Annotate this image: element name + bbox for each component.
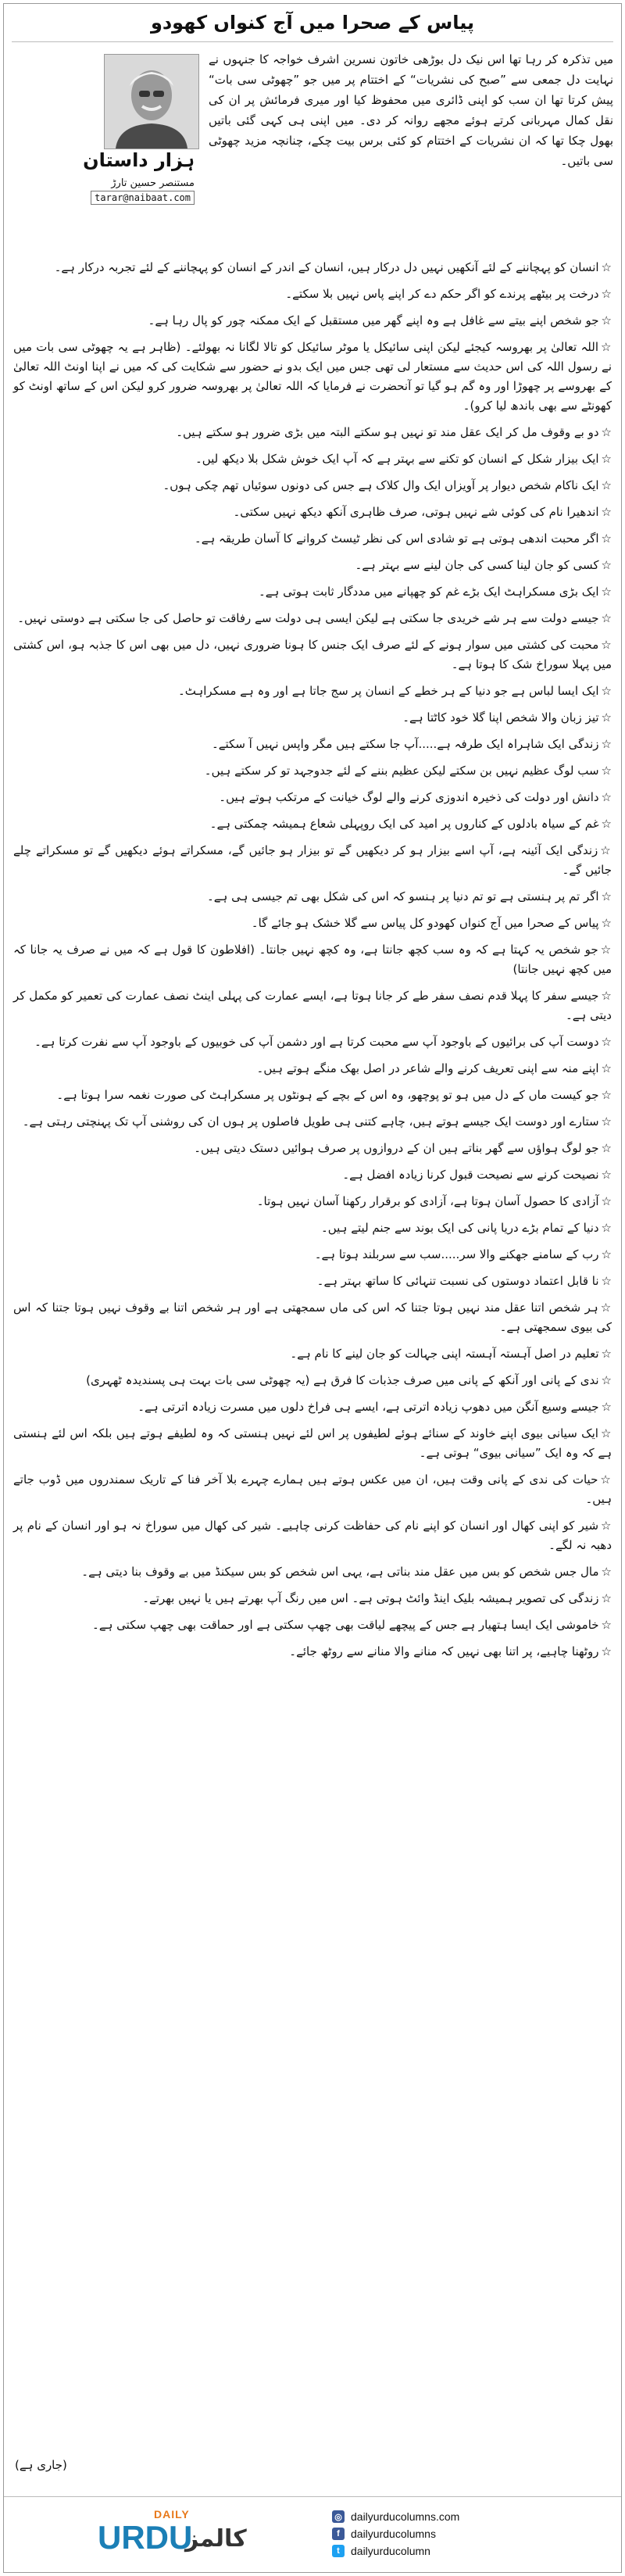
star-bullet-icon: ☆ (601, 558, 612, 572)
star-bullet-icon: ☆ (601, 1114, 612, 1129)
quotes-list (13, 258, 612, 1669)
social-link-label: dailyurducolumn (351, 2545, 430, 2557)
quote-text: شیر کو اپنی کھال اور انسان کو اپنے نام کی حفاظت کرنی چاہیے۔ شیر کی کھال میں سوراخ نہ ہو اور انسان کے نام پر دھبہ نہ لگے۔ (13, 1519, 612, 1552)
quote-text: اللہ تعالیٰ پر بھروسہ کیجئے لیکن اپنی سائیکل یا موٹر سائیکل کو تالا لگانا نہ بھولئے۔ (ظاہر ہے یہ چھوٹی سی بات میں نے رسول اللہ کی اس حدیث سے مستعار لی تھی جس میں ایک بدو نے حضور سے شکایت کی کہ میں نے اپنا اونٹ اللہ تعالیٰ کے بھروسے پر چھوڑا اور وہ گم ہو گیا تو آنحضرت نے فرمایا کہ اللہ تعالیٰ پر بھروسہ ضرور کرو لیکن اس کے ساتھ اونٹ کو کھونٹے سے بھی باندھ لیا کرو)۔ (13, 340, 612, 413)
quote-text: اندھیرا نام کی کوئی شے نہیں ہوتی، صرف ظاہری آنکھ دیکھ نہیں سکتی۔ (233, 505, 599, 519)
quote-item (13, 1112, 612, 1132)
quote-text: تیز زبان والا شخص اپنا گلا خود کاٹتا ہے۔ (402, 710, 599, 724)
star-bullet-icon: ☆ (601, 1519, 612, 1533)
quote-item (13, 338, 612, 416)
star-bullet-icon: ☆ (600, 943, 612, 957)
quote-text: مال جس شخص کو بس میں عقل مند بناتی ہے، یہی اس شخص کو بس سیکنڈ میں بے وقوف بنا دیتی ہے۔ (81, 1565, 599, 1579)
quote-text: خاموشی ایک ایسا ہتھیار ہے جس کے پیچھے لیاقت بھی چھپ سکتی ہے اور حماقت بھی چھپ سکتی ہے۔ (92, 1618, 599, 1632)
column-title: ہزار داستان (83, 149, 195, 171)
quote-text: نا قابل اعتماد دوستوں کی نسبت تنہائی کا ساتھ بہتر ہے۔ (316, 1274, 599, 1288)
social-link-label: dailyurducolumns.com (351, 2510, 460, 2523)
star-bullet-icon: ☆ (601, 916, 612, 930)
quote-item (13, 841, 612, 880)
star-bullet-icon: ☆ (601, 737, 612, 751)
star-bullet-icon: ☆ (601, 1644, 612, 1658)
quote-text: دو بے وقوف مل کر ایک عقل مند تو نہیں ہو سکتے البتہ میں بڑی ضرور ہو سکتے ہیں۔ (176, 425, 599, 439)
star-bullet-icon: ☆ (601, 1565, 612, 1579)
quote-text: سب لوگ عظیم نہیں بن سکتے لیکن عظیم بننے کے لئے جدوجہد تو کر سکتے ہیں۔ (204, 764, 599, 778)
quote-text: غم کے سیاہ بادلوں کے کناروں پر امید کی ایک روپہلی شعاع ہمیشہ چمکتی ہے۔ (209, 817, 599, 831)
quote-item (13, 311, 612, 331)
quote-item (13, 682, 612, 701)
star-bullet-icon: ☆ (601, 425, 612, 439)
quote-item (13, 1397, 612, 1417)
quote-text: ایک بیزار شکل کے انسان کو تکنے سے بہتر ہے کہ آپ ایک خوش شکل بلا دیکھ لیں۔ (195, 452, 599, 466)
author-name: مستنصر حسین تارڑ (111, 177, 195, 189)
star-bullet-icon: ☆ (601, 817, 612, 831)
quote-text: اپنے منہ سے اپنی تعریف کرنے والے شاعر در اصل بھک منگے ہوتے ہیں۔ (256, 1061, 599, 1075)
star-bullet-icon: ☆ (601, 340, 612, 354)
star-bullet-icon: ☆ (601, 790, 612, 804)
quote-text: محبت کی کشتی میں سوار ہونے کے لئے صرف ایک جنس کا ہونا ضروری نہیں، دل میں بھی اس کا جذبہ ہو، اس کشتی میں پہلا سوراخ شک کا ہوتا ہے۔ (13, 638, 612, 671)
quote-item (13, 1192, 612, 1211)
quote-item (13, 940, 612, 979)
star-bullet-icon: ☆ (600, 843, 612, 857)
star-bullet-icon: ☆ (601, 505, 612, 519)
quote-item (13, 503, 612, 522)
star-bullet-icon: ☆ (601, 1141, 612, 1155)
quote-item (13, 788, 612, 807)
quote-text: انسان کو پہچاننے کے لئے آنکھیں نہیں دل درکار ہیں، انسان کے اندر کے انسان کو پہچاننے کے لئے تجربہ درکار ہے۔ (54, 260, 599, 274)
author-photo (104, 54, 199, 149)
quote-item (13, 887, 612, 907)
quote-item (13, 1470, 612, 1509)
quote-item (13, 1562, 612, 1582)
star-bullet-icon: ☆ (601, 452, 612, 466)
intro-paragraph: میں تذکرہ کر رہا تھا اس نیک دل بوڑھی خاتون نسرین اشرف خواجہ کا جنہوں نے نہایت دل جمعی سے ”صبح کی نشریات“ کے اختتام پر میں جو ”چھوٹی سی بات“ پیش کرتا تھا ان سب کو اپنی ڈائری میں محفوظ کیا اور میری فرمائش پر ان کی نقل کمال مہربانی کرتے ہوئے مجھے روانہ کر دی۔ میں اپنی ہی کہی گئی باتیں بھول چکا تھا کہ ان نشریات کے اختتام کو کئی برس بیت چکے، چنانچہ مزید چھوٹی سی باتیں۔ (209, 52, 613, 168)
star-bullet-icon: ☆ (600, 1301, 612, 1315)
star-bullet-icon: ☆ (601, 1373, 612, 1387)
quote-text: نصیحت کرنے سے نصیحت قبول کرنا زیادہ افضل ہے۔ (342, 1168, 599, 1182)
star-bullet-icon: ☆ (601, 1400, 612, 1414)
headline-bar (4, 4, 621, 41)
quote-item (13, 1642, 612, 1662)
quote-text: حیات کی ندی کے پانی وقت ہیں، ان میں عکس ہوتے ہیں ہمارے چہرے بلا آخر فنا کے تاریک سمندروں میں ڈوب جاتے ہیں۔ (13, 1472, 612, 1506)
quote-text: رب کے سامنے جھکنے والا سر.....سب سے سربلند ہوتا ہے۔ (314, 1247, 599, 1261)
social-link[interactable] (332, 2542, 459, 2560)
quote-item (13, 1218, 612, 1238)
star-bullet-icon: ☆ (601, 313, 612, 327)
brand-logo[interactable] (98, 2508, 285, 2563)
quote-text: اگر تم پر ہنستی ہے تو تم دنیا پر ہنسو کہ اس کی شکل بھی تم جیسی ہی ہے۔ (206, 889, 599, 903)
quote-text: دوست آپ کی برائیوں کے باوجود آپ سے محبت کرتا ہے اور دشمن آپ کی خوبیوں کے باوجود آپ سے نفرت کرتا ہے۔ (34, 1035, 599, 1049)
quote-text: جیسے دولت سے ہر شے خریدی جا سکتی ہے لیکن ایسی ہی دولت سے رفاقت تو حاصل کی جا سکتی ہے دوستی نہیں۔ (17, 611, 599, 625)
quote-item (13, 1139, 612, 1158)
star-bullet-icon: ☆ (601, 1061, 612, 1075)
quote-text: اگر محبت اندھی ہوتی ہے تو شادی اس کی نظر ٹیسٹ کروانے کا آسان طریقہ ہے۔ (194, 531, 599, 546)
quote-text: زندگی ایک شاہراہ ایک طرفہ ہے.....آپ جا سکتے ہیں مگر واپس نہیں آ سکتے۔ (211, 737, 599, 751)
quote-item (13, 635, 612, 674)
quote-item (13, 556, 612, 575)
quote-text: ایک بڑی مسکراہٹ ایک بڑے غم کو چھپانے میں مددگار ثابت ہوتی ہے۔ (258, 585, 599, 599)
quote-text: ندی کے پانی اور آنکھ کے پانی میں صرف جذبات کا فرق ہے (یہ چھوٹی سی بات بہت ہی پسندیدہ ٹھہری) (86, 1373, 599, 1387)
quote-text: ایک ناکام شخص دیوار پر آویزاں ایک وال کلاک ہے جس کی دونوں سوئیاں تھم چکی ہوں۔ (162, 478, 599, 492)
quote-text: کسی کو جان لینا کسی کی جان لینے سے بہتر ہے۔ (355, 558, 599, 572)
star-bullet-icon: ☆ (600, 1472, 612, 1487)
social-link-label: dailyurducolumns (351, 2528, 436, 2540)
star-bullet-icon: ☆ (601, 1247, 612, 1261)
quote-item (13, 609, 612, 628)
footer (4, 2496, 621, 2572)
quote-item (13, 1272, 612, 1291)
star-bullet-icon: ☆ (601, 1168, 612, 1182)
quote-text: جو لوگ ہواؤں سے گھر بناتے ہیں ان کے دروازوں پر صرف ہوائیں دستک دیتی ہیں۔ (194, 1141, 599, 1155)
star-bullet-icon: ☆ (601, 585, 612, 599)
quote-item (13, 1086, 612, 1105)
quote-item (13, 708, 612, 728)
quote-item (13, 914, 612, 933)
quote-text: ایک ایسا لباس ہے جو دنیا کے ہر خطے کے انسان پر سج جاتا ہے اور وہ ہے مسکراہٹ۔ (177, 684, 599, 698)
star-bullet-icon: ☆ (601, 287, 612, 301)
star-bullet-icon: ☆ (601, 889, 612, 903)
quote-item (13, 476, 612, 496)
star-bullet-icon: ☆ (601, 1347, 612, 1361)
star-bullet-icon: ☆ (601, 1035, 612, 1049)
quote-item (13, 1424, 612, 1463)
quote-item (13, 814, 612, 834)
star-bullet-icon: ☆ (601, 989, 612, 1003)
continued-note: (جاری ہے) (15, 2458, 67, 2472)
quote-item (13, 258, 612, 277)
quote-item (13, 1344, 612, 1364)
newspaper-column-page (3, 3, 622, 2573)
quote-text: آزادی کا حصول آسان ہوتا ہے، آزادی کو برقرار رکھنا آسان نہیں ہوتا۔ (256, 1194, 599, 1208)
quote-text: ایک سیانی بیوی اپنے خاوند کے سنائے ہوئے لطیفوں پر اس لئے نہیں ہنستی کہ وہ لطیفے ہوتے ہیں بلکہ اس لئے ہنستی ہے کہ وہ ایک ”سیانی بیوی“ ہوتی ہے۔ (13, 1426, 612, 1460)
quote-text: تعلیم در اصل آہستہ آہستہ اپنی جہالت کو جان لینے کا نام ہے۔ (290, 1347, 599, 1361)
brand-columns-text: کالمز (185, 2525, 247, 2553)
social-link[interactable] (332, 2508, 459, 2525)
star-bullet-icon: ☆ (601, 764, 612, 778)
social-link[interactable] (332, 2525, 459, 2542)
quote-item (13, 1245, 612, 1265)
quote-item (13, 449, 612, 469)
quote-item (13, 1516, 612, 1555)
quote-text: جو شخص یہ کہتا ہے کہ وہ سب کچھ جانتا ہے، وہ کچھ نہیں جانتا۔ (افلاطون کا قول ہے کہ میں نے صرف یہ جانا کہ میں کچھ نہیں جانتا) (13, 943, 612, 976)
quote-item (13, 761, 612, 781)
quote-text: دانش اور دولت کی ذخیرہ اندوزی کرنے والے لوگ خیانت کے مرتکب ہوتے ہیں۔ (219, 790, 599, 804)
star-bullet-icon: ☆ (601, 1221, 612, 1235)
star-bullet-icon: ☆ (601, 1088, 612, 1102)
quote-text: ستارے اور دوست ایک جیسے ہوتے ہیں، چاہے کتنی ہی طویل فاصلوں پر ہوں ان کی روشنی آپ تک پہنچتی رہتی ہے۔ (22, 1114, 599, 1129)
quote-text: پیاس کے صحرا میں آج کنواں کھودو کل پیاس سے گلا خشک ہو جائے گا۔ (251, 916, 599, 930)
brand-daily-text: DAILY (154, 2508, 190, 2521)
quote-text: درخت پر بیٹھے پرندے کو اگر حکم دے کر اپنے پاس نہیں بلا سکتے۔ (285, 287, 599, 301)
quote-text: جیسے وسیع آنگن میں دھوپ زیادہ اترتی ہے، ایسے ہی فراخ دلوں میں مسرت زیادہ اترتی ہے۔ (138, 1400, 599, 1414)
star-bullet-icon: ☆ (601, 638, 612, 652)
column-headline: پیاس کے صحرا میں آج کنواں کھودو (150, 12, 475, 34)
quote-text: ہر شخص اتنا عقل مند نہیں ہوتا جتنا کہ اس کی ماں سمجھتی ہے اور ہر شخص اتنا بے وقوف نہیں ہوتا جتنا کہ اس کی بیوی سمجھتی ہے۔ (13, 1301, 612, 1334)
quote-text: روٹھنا چاہیے، پر اتنا بھی نہیں کہ منانے والا منانے سے روٹھ جائے۔ (289, 1644, 599, 1658)
star-bullet-icon: ☆ (600, 1426, 612, 1440)
globe-icon: ◎ (332, 2510, 345, 2523)
quote-item (13, 1615, 612, 1635)
star-bullet-icon: ☆ (601, 1194, 612, 1208)
headline-divider (12, 41, 613, 42)
quote-text: زندگی کی تصویر ہمیشہ بلیک اینڈ وائٹ ہوتی ہے۔ اس میں رنگ آپ بھرتے ہیں یا نہیں بھرتے۔ (142, 1591, 599, 1605)
star-bullet-icon: ☆ (601, 1591, 612, 1605)
quote-text: دنیا کے تمام بڑے دریا پانی کی ایک بوند سے جنم لیتے ہیں۔ (320, 1221, 599, 1235)
star-bullet-icon: ☆ (601, 611, 612, 625)
author-box (10, 48, 205, 208)
star-bullet-icon: ☆ (601, 531, 612, 546)
star-bullet-icon: ☆ (601, 710, 612, 724)
author-email[interactable]: tarar@naibaat.com (91, 191, 195, 205)
quote-text: جیسے سفر کا پہلا قدم نصف سفر طے کر جانا ہوتا ہے، ایسے عمارت کی پہلی اینٹ نصف عمارت کی تعمیر کو مکمل کر دیتی ہے۔ (13, 989, 612, 1022)
quote-item (13, 1032, 612, 1052)
quote-text: جو شخص اپنے بیتے سے غافل ہے وہ اپنے گھر میں مستقبل کے ایک ممکنہ چور کو پال رہا ہے۔ (148, 313, 599, 327)
quote-item (13, 423, 612, 442)
quote-item (13, 735, 612, 754)
quote-item (13, 1371, 612, 1390)
quote-item (13, 529, 612, 549)
quote-item (13, 1298, 612, 1337)
quote-item (13, 1589, 612, 1608)
star-bullet-icon: ☆ (601, 478, 612, 492)
star-bullet-icon: ☆ (601, 1618, 612, 1632)
author-portrait-image (105, 55, 198, 148)
star-bullet-icon: ☆ (601, 1274, 612, 1288)
quote-text: زندگی ایک آئینہ ہے، آپ اسے بیزار ہو کر دیکھیں گے تو بیزار ہو جائیں گے، مسکراتے ہوئے دیکھیں گے تو مسکراتے چلے جائیں گے۔ (13, 843, 612, 877)
facebook-icon: f (332, 2528, 345, 2540)
star-bullet-icon: ☆ (601, 684, 612, 698)
quote-item (13, 284, 612, 304)
social-links (332, 2508, 459, 2560)
star-bullet-icon: ☆ (601, 260, 612, 274)
twitter-icon: t (332, 2545, 345, 2557)
quote-item (13, 1059, 612, 1079)
brand-urdu-text: URDU (98, 2519, 193, 2556)
quote-item (13, 582, 612, 602)
quote-item (13, 1165, 612, 1185)
quote-item (13, 986, 612, 1025)
quote-text: جو کیست ماں کے دل میں ہو تو پوچھو، وہ اس کے بچے کے ہونٹوں پر مسکراہٹ کی صورت نغمہ سرا ہوتا ہے۔ (56, 1088, 599, 1102)
